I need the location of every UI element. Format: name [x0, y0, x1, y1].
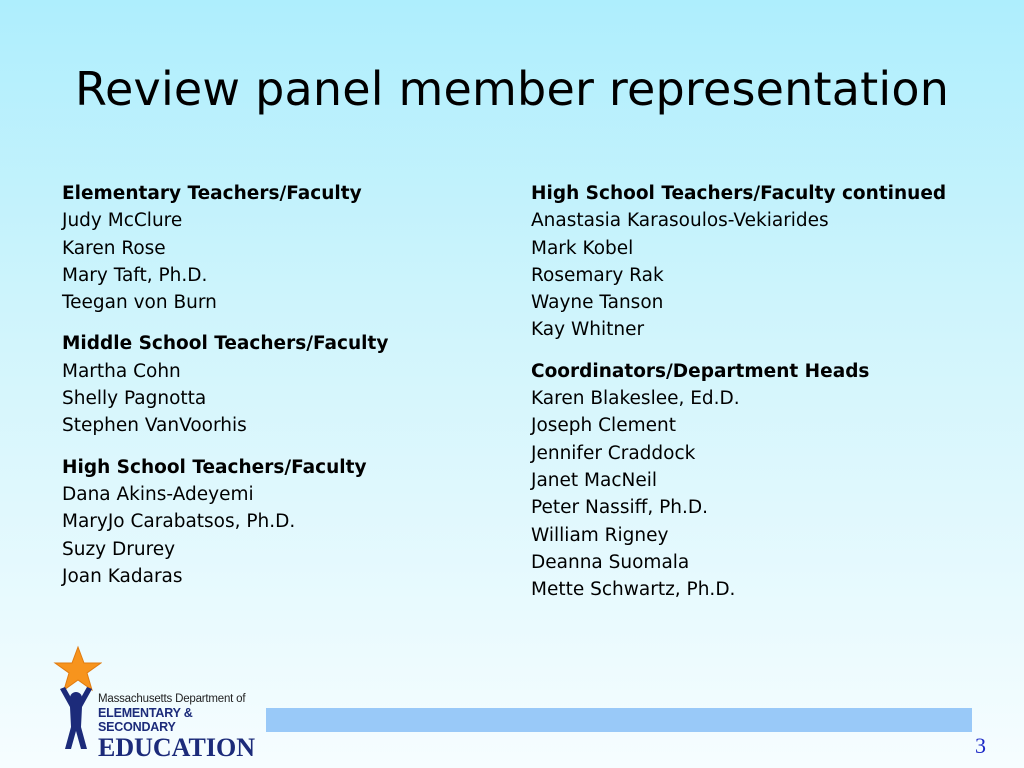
group-heading: Middle School Teachers/Faculty: [62, 333, 389, 355]
group-middle-school: [62, 330, 502, 439]
left-column: [62, 180, 502, 604]
group-elementary: [62, 180, 502, 316]
member-name: Peter Nassiff, Ph.D.: [531, 497, 708, 519]
member-name: MaryJo Carabatsos, Ph.D.: [62, 511, 296, 533]
group-high-school: [62, 454, 502, 590]
member-name: William Rigney: [531, 524, 669, 546]
member-name: Joan Kadaras: [62, 565, 183, 587]
logo-level-line: ELEMENTARY & SECONDARY: [98, 706, 193, 734]
member-name: Kay Whitner: [531, 319, 645, 341]
group-heading: Coordinators/Department Heads: [531, 360, 870, 382]
group-heading: High School Teachers/Faculty continued: [531, 183, 947, 204]
page-number: 3: [975, 733, 986, 758]
logo-department-line: Massachusetts Department of: [98, 693, 246, 705]
member-name: Mette Schwartz, Ph.D.: [531, 579, 736, 601]
member-name: Martha Cohn: [62, 360, 181, 382]
slide-title: Review panel member representation: [74, 62, 950, 116]
logo-text: [98, 693, 267, 761]
footer-bar: [266, 708, 972, 732]
member-name: Janet MacNeil: [531, 469, 658, 491]
member-name: Mark Kobel: [531, 237, 634, 259]
member-name: Stephen VanVoorhis: [62, 415, 247, 437]
member-name: Mary Taft, Ph.D.: [62, 264, 208, 286]
star-person-icon: [52, 645, 102, 755]
member-name: Jennifer Craddock: [531, 442, 696, 464]
logo-education-line: EDUCATION: [98, 733, 255, 762]
group-heading: Elementary Teachers/Faculty: [62, 183, 362, 204]
right-column: [531, 180, 1001, 617]
member-name: Karen Rose: [62, 237, 166, 259]
member-name: Suzy Drurey: [62, 538, 176, 560]
mass-dese-logo: [52, 645, 267, 762]
member-name: Rosemary Rak: [531, 264, 664, 286]
member-name: Dana Akins-Adeyemi: [62, 483, 254, 505]
member-name: Teegan von Burn: [62, 292, 217, 314]
group-coordinators: [531, 358, 1001, 604]
member-name: Judy McClure: [62, 210, 183, 232]
member-name: Karen Blakeslee, Ed.D.: [531, 388, 740, 410]
member-name: Wayne Tanson: [531, 292, 664, 314]
member-name: Deanna Suomala: [531, 551, 690, 573]
member-name: Anastasia Karasoulos-Vekiarides: [531, 210, 829, 232]
group-high-school-continued: [531, 180, 1001, 344]
group-heading: High School Teachers/Faculty: [62, 456, 367, 478]
member-name: Joseph Clement: [531, 415, 676, 437]
member-name: Shelly Pagnotta: [62, 388, 207, 410]
star-shape: [55, 647, 101, 690]
